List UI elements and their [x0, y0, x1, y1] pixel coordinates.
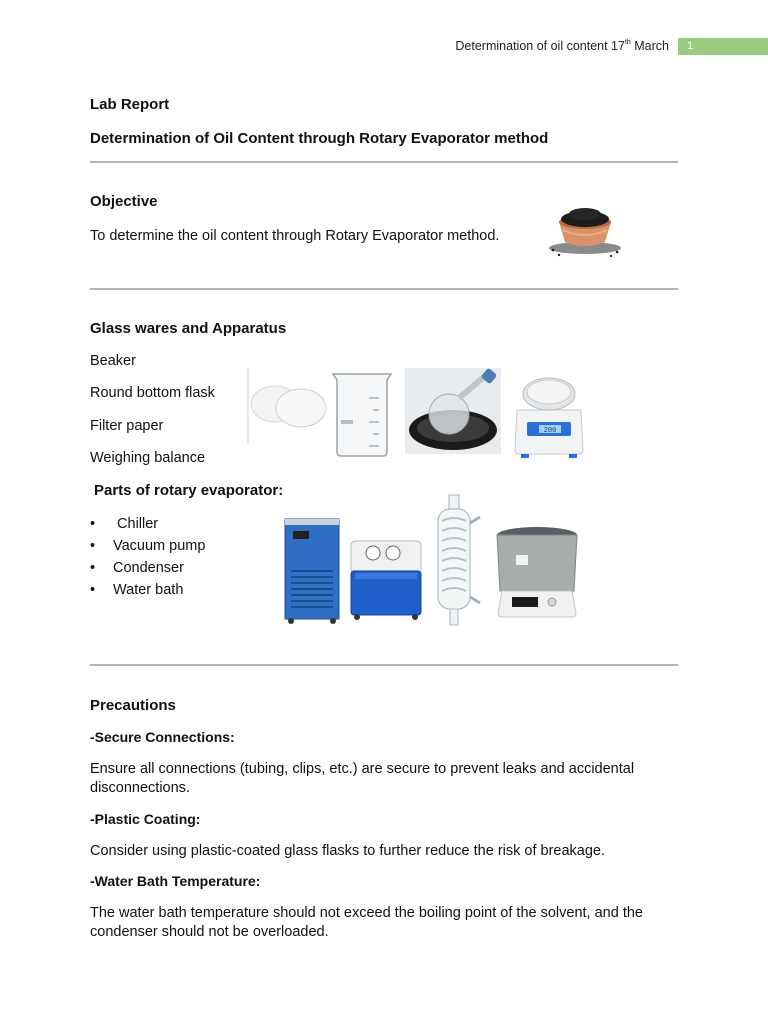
round-bottom-flask-image: [405, 368, 501, 454]
precaution-text-connections: Ensure all connections (tubing, clips, etc.) are secure to prevent leaks and accidental disconnections.: [90, 761, 635, 796]
divider: [90, 161, 678, 163]
precaution-text-temperature: The water bath temperature should not exceed the boiling point of the solvent, and the condenser should not be overloaded.: [90, 905, 643, 940]
weighing-balance-image: [513, 370, 585, 460]
precaution-title-coating: -Plastic Coating:: [90, 811, 201, 827]
part-condenser: Condenser: [113, 560, 184, 576]
report-title: Determination of Oil Content through Rotary Evaporator method: [90, 130, 549, 147]
divider: [90, 288, 678, 290]
list-item: [90, 513, 205, 535]
part-vacuum-pump: Vacuum pump: [113, 538, 206, 554]
apparatus-heading: Glass wares and Apparatus: [90, 320, 287, 337]
list-item: [90, 557, 205, 579]
rotary-parts-heading: Parts of rotary evaporator:: [94, 482, 284, 499]
seed-bowl-image: [545, 200, 625, 260]
running-header: [455, 39, 669, 53]
precaution-title-connections: -Secure Connections:: [90, 729, 235, 745]
condenser-image: [430, 493, 484, 629]
list-item: [90, 535, 205, 557]
apparatus-item-balance: Weighing balance: [90, 450, 206, 466]
header-superscript: th: [624, 39, 631, 46]
part-water-bath: Water bath: [113, 582, 184, 598]
precaution-text-coating: Consider using plastic-coated glass flasks to further reduce the risk of breakage.: [90, 843, 606, 859]
header-title-end: March: [630, 39, 669, 53]
apparatus-item-beaker: Beaker: [90, 353, 136, 369]
beaker-image: [329, 368, 395, 458]
precautions-heading: Precautions: [90, 697, 176, 714]
bullet: •: [90, 516, 96, 532]
bullet: •: [90, 560, 96, 576]
balance-display: 200: [543, 427, 557, 435]
list-item: [90, 579, 205, 601]
report-label: Lab Report: [90, 96, 170, 113]
page-number-box: [678, 38, 768, 55]
page-number: 1: [687, 40, 694, 52]
chiller-image: [283, 515, 341, 625]
rotary-parts-list: [90, 513, 205, 601]
water-bath-image: [492, 525, 582, 619]
part-chiller: Chiller: [113, 516, 159, 532]
divider: [90, 664, 678, 666]
vacuum-pump-image: [347, 535, 425, 621]
header-title: Determination of oil content 17: [455, 39, 625, 53]
objective-heading: Objective: [90, 193, 158, 210]
bullet: •: [90, 582, 96, 598]
bullet: •: [90, 538, 96, 554]
objective-text: To determine the oil content through Rotary Evaporator method.: [90, 228, 500, 244]
apparatus-item-filter-paper: Filter paper: [90, 418, 164, 434]
filter-paper-image: [247, 368, 329, 444]
precaution-title-temperature: -Water Bath Temperature:: [90, 873, 261, 889]
apparatus-item-flask: Round bottom flask: [90, 385, 215, 401]
